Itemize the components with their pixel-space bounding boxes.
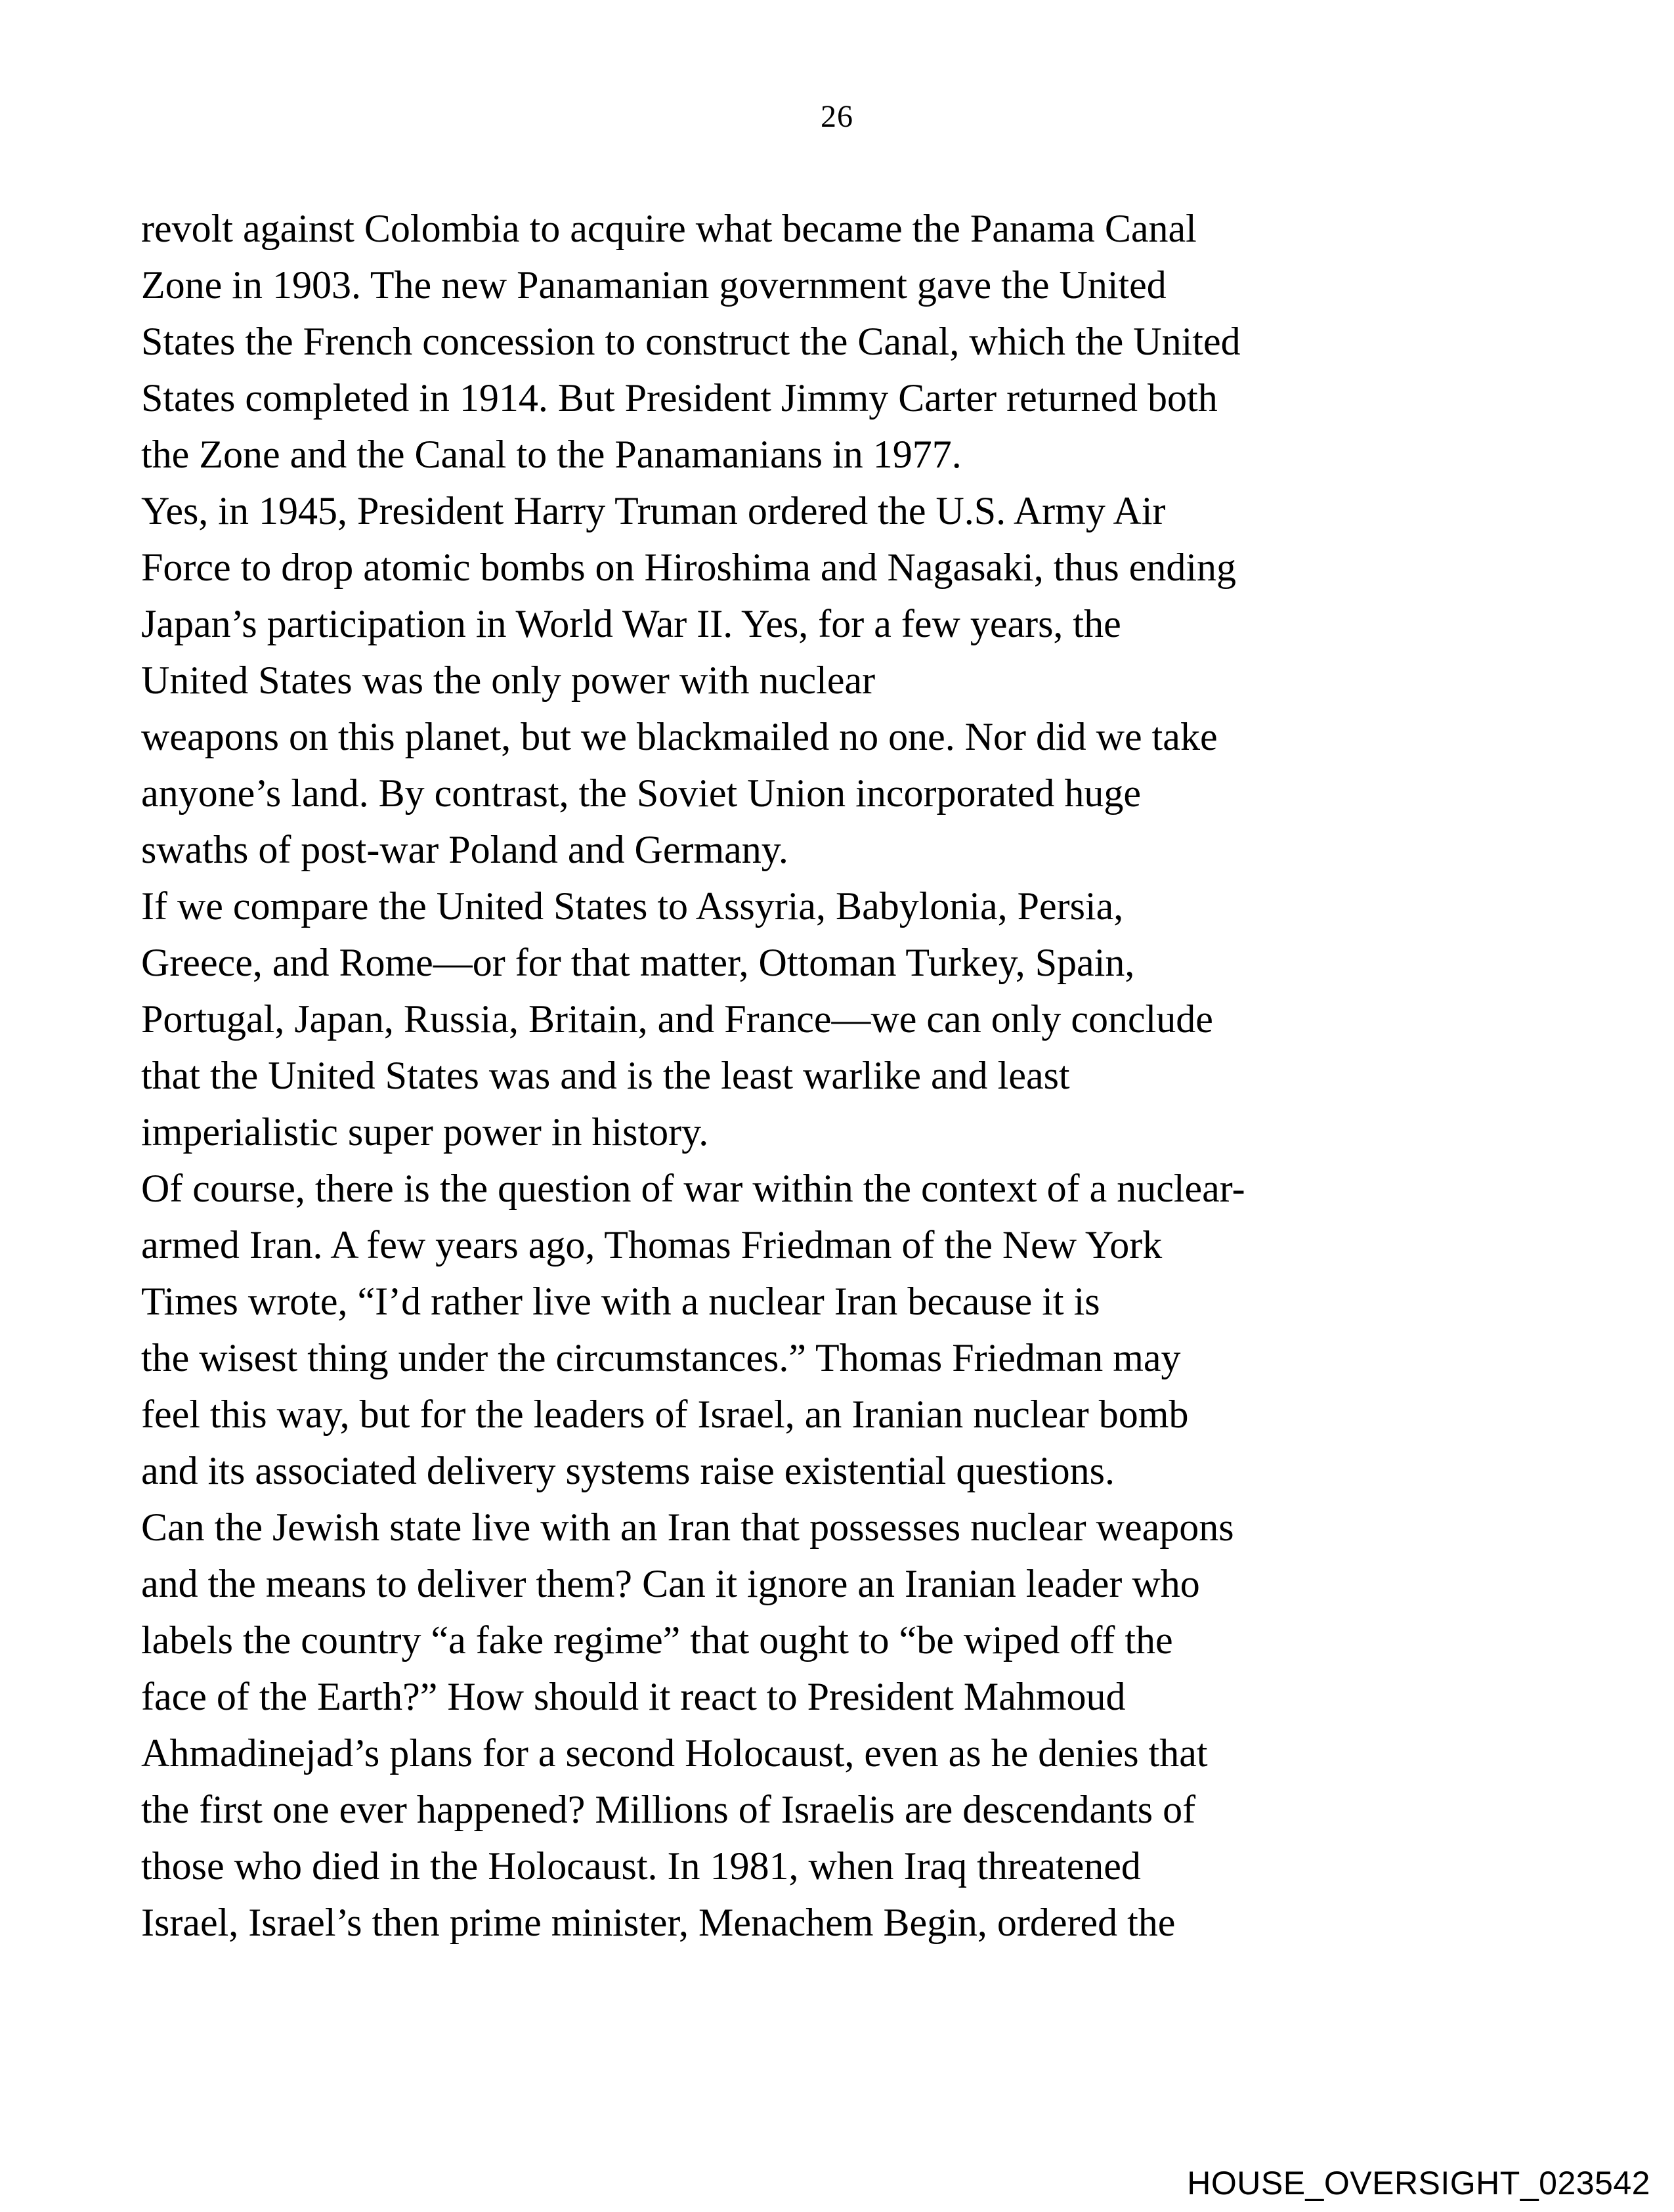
text-line: States completed in 1914. But President Jimmy Carter returned both: [141, 376, 1218, 420]
text-line: the first one ever happened? Millions of Israelis are descendants of: [141, 1788, 1196, 1831]
text-line: that the United States was and is the least warlike and least: [141, 1054, 1070, 1097]
text-line: States the French concession to construct the Canal, which the United: [141, 320, 1241, 363]
text-line: swaths of post-war Poland and Germany.: [141, 828, 788, 871]
text-line: Ahmadinejad’s plans for a second Holocaust, even as he denies that: [141, 1731, 1208, 1775]
body-text: [141, 200, 1533, 1951]
text-line: Greece, and Rome—or for that matter, Ottoman Turkey, Spain,: [141, 941, 1135, 984]
text-line: Japan’s participation in World War II. Yes, for a few years, the: [141, 602, 1121, 645]
text-line: and the means to deliver them? Can it ignore an Iranian leader who: [141, 1562, 1200, 1605]
text-line: Portugal, Japan, Russia, Britain, and France—we can only conclude: [141, 997, 1213, 1041]
text-line: the wisest thing under the circumstances.” Thomas Friedman may: [141, 1336, 1181, 1379]
text-line: revolt against Colombia to acquire what became the Panama Canal: [141, 207, 1197, 250]
text-line: those who died in the Holocaust. In 1981, when Iraq threatened: [141, 1844, 1141, 1888]
text-line: United States was the only power with nuclear: [141, 659, 876, 702]
text-line: Times wrote, “I’d rather live with a nuclear Iran because it is: [141, 1280, 1100, 1323]
text-line: labels the country “a fake regime” that ought to “be wiped off the: [141, 1618, 1173, 1662]
text-line: armed Iran. A few years ago, Thomas Friedman of the New York: [141, 1223, 1163, 1267]
text-line: imperialistic super power in history.: [141, 1110, 709, 1154]
text-line: If we compare the United States to Assyria, Babylonia, Persia,: [141, 884, 1124, 928]
text-line: Zone in 1903. The new Panamanian government gave the United: [141, 263, 1167, 307]
text-line: face of the Earth?” How should it react to President Mahmoud: [141, 1675, 1126, 1718]
text-line: anyone’s land. By contrast, the Soviet Union incorporated huge: [141, 771, 1141, 815]
text-line: Of course, there is the question of war within the context of a nuclear-: [141, 1167, 1245, 1210]
bates-number: HOUSE_OVERSIGHT_023542: [1187, 2165, 1650, 2201]
text-line: Can the Jewish state live with an Iran that possesses nuclear weapons: [141, 1506, 1234, 1549]
text-line: weapons on this planet, but we blackmailed no one. Nor did we take: [141, 715, 1218, 758]
text-line: feel this way, but for the leaders of Israel, an Iranian nuclear bomb: [141, 1393, 1189, 1436]
text-line: the Zone and the Canal to the Panamanians in 1977.: [141, 433, 962, 476]
page-number: 26: [821, 99, 853, 134]
text-line: Force to drop atomic bombs on Hiroshima and Nagasaki, thus ending: [141, 546, 1237, 589]
text-line: Israel, Israel’s then prime minister, Menachem Begin, ordered the: [141, 1901, 1176, 1944]
text-line: Yes, in 1945, President Harry Truman ordered the U.S. Army Air: [141, 489, 1166, 532]
text-line: and its associated delivery systems raise existential questions.: [141, 1449, 1115, 1492]
